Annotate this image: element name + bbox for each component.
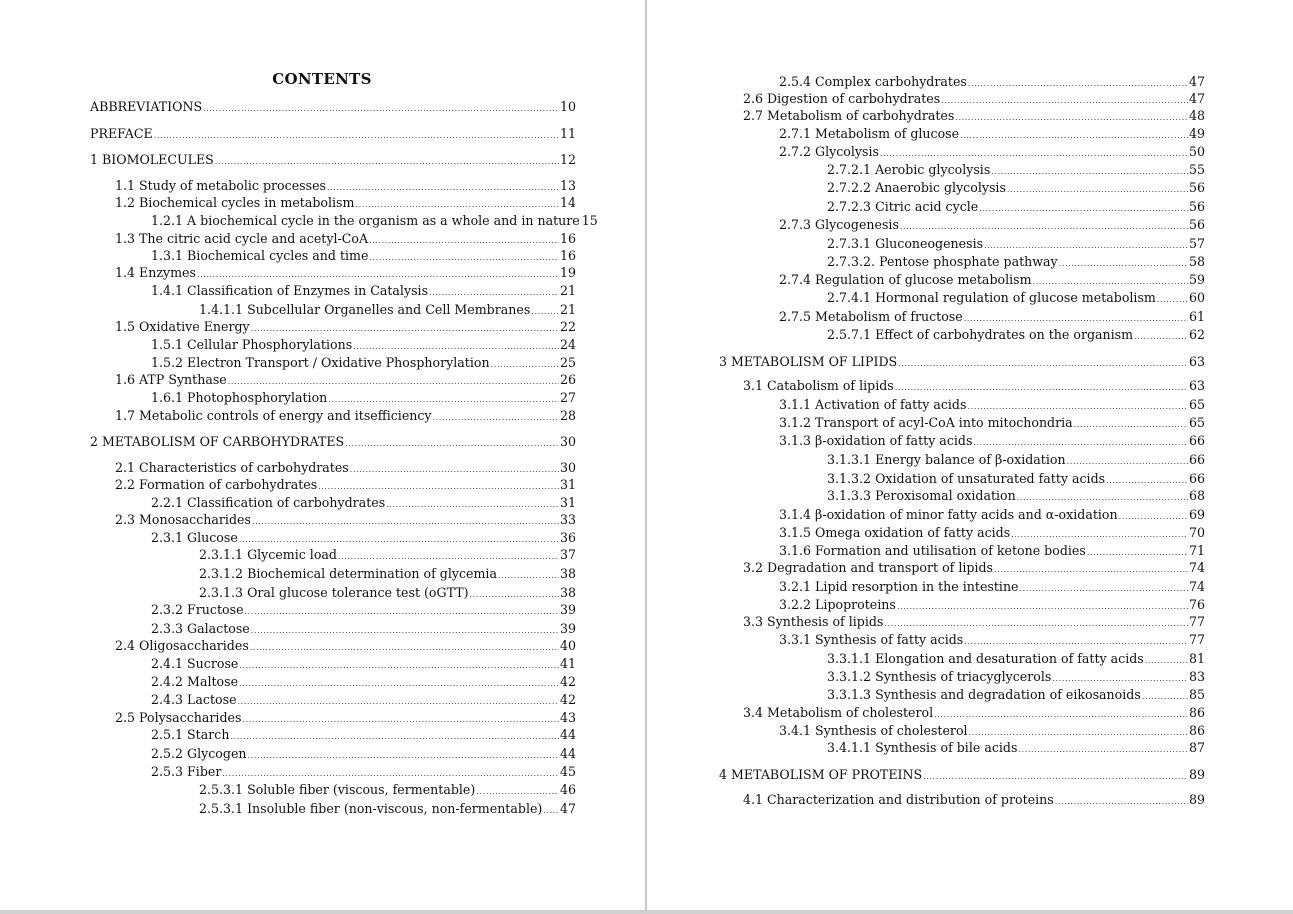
toc-entry-page-number: 37 bbox=[559, 547, 576, 562]
toc-entry-label: 3.1.2 Transport of acyl-CoA into mitochondria bbox=[779, 415, 1073, 430]
toc-entry-page-number: 42 bbox=[559, 692, 576, 707]
dot-leader bbox=[1055, 793, 1188, 810]
toc-entry-label: 3 METABOLISM OF LIPIDS bbox=[719, 354, 898, 369]
dot-leader bbox=[429, 284, 559, 301]
toc-entry-label: 2.7.5 Metabolism of fructose bbox=[779, 309, 963, 324]
toc-entry-page-number: 30 bbox=[559, 460, 576, 475]
toc-entry-label: 2.2.1 Classification of carbohydrates bbox=[151, 495, 386, 510]
toc-entry-label: 3.4 Metabolism of cholesterol bbox=[743, 705, 934, 720]
dot-leader bbox=[923, 768, 1188, 785]
toc-entry-label: 4 METABOLISM OF PROTEINS bbox=[719, 767, 923, 782]
toc-entry-label: 1.5.2 Electron Transport / Oxidative Phosphorylation bbox=[151, 355, 490, 370]
toc-entry-label: PREFACE bbox=[90, 126, 153, 141]
toc-entry[interactable] bbox=[779, 506, 1205, 525]
toc-entry[interactable] bbox=[115, 511, 576, 530]
dot-leader bbox=[1052, 670, 1188, 687]
toc-entry[interactable] bbox=[743, 107, 1205, 126]
dot-leader bbox=[1020, 580, 1188, 597]
toc-entry[interactable] bbox=[779, 271, 1205, 290]
toc-entry-label: 2.3.1.3 Oral glucose tolerance test (oGTT) bbox=[199, 585, 469, 600]
toc-entry-page-number: 45 bbox=[559, 764, 576, 779]
toc-entry-page-number: 77 bbox=[1188, 632, 1205, 647]
toc-entry[interactable] bbox=[151, 336, 576, 355]
toc-entry[interactable] bbox=[90, 98, 576, 117]
toc-entry[interactable] bbox=[719, 766, 1205, 785]
toc-entry[interactable] bbox=[151, 212, 598, 231]
toc-entry-label: ABBREVIATIONS bbox=[90, 99, 203, 114]
toc-entry[interactable] bbox=[827, 739, 1205, 758]
dot-leader bbox=[1074, 416, 1188, 433]
toc-entry-page-number: 38 bbox=[559, 566, 576, 581]
toc-entry[interactable] bbox=[743, 377, 1205, 396]
toc-entry[interactable] bbox=[779, 216, 1205, 235]
dot-leader bbox=[245, 603, 559, 620]
dot-leader bbox=[1017, 489, 1188, 506]
dot-leader bbox=[197, 266, 559, 283]
toc-entry[interactable] bbox=[779, 125, 1205, 144]
toc-entry-page-number: 83 bbox=[1188, 669, 1205, 684]
toc-entry-label: 3.1.3.3 Peroxisomal oxidation bbox=[827, 488, 1016, 503]
toc-entry-page-number: 68 bbox=[1188, 488, 1205, 503]
dot-leader bbox=[222, 765, 559, 782]
dot-leader bbox=[154, 127, 559, 144]
dot-leader bbox=[900, 218, 1188, 235]
left-page bbox=[0, 0, 644, 914]
toc-entry[interactable] bbox=[115, 637, 576, 656]
toc-entry-page-number: 16 bbox=[559, 231, 576, 246]
dot-leader bbox=[228, 373, 559, 390]
toc-entry-page-number: 13 bbox=[559, 178, 576, 193]
toc-entry-page-number: 47 bbox=[1188, 91, 1205, 106]
toc-entry[interactable] bbox=[827, 650, 1205, 669]
dot-leader bbox=[1007, 181, 1188, 198]
toc-entry-page-number: 44 bbox=[559, 727, 576, 742]
toc-entry-page-number: 15 bbox=[581, 213, 598, 228]
toc-entry-label: 2.3 Monosaccharides bbox=[115, 512, 251, 527]
toc-entry-page-number: 16 bbox=[559, 248, 576, 263]
dot-leader bbox=[895, 379, 1188, 396]
toc-entry-page-number: 14 bbox=[559, 195, 576, 210]
toc-entry-label: 2.7.2.1 Aerobic glycolysis bbox=[827, 162, 991, 177]
dot-leader bbox=[353, 338, 559, 355]
toc-entry[interactable] bbox=[151, 601, 576, 620]
toc-entry[interactable] bbox=[827, 198, 1205, 217]
toc-entry[interactable] bbox=[827, 179, 1205, 198]
toc-entry-page-number: 22 bbox=[559, 319, 576, 334]
dot-leader bbox=[1018, 741, 1188, 758]
toc-entry-label: 3.1.1 Activation of fatty acids bbox=[779, 397, 967, 412]
toc-entry-label: 2.4 Oligosaccharides bbox=[115, 638, 249, 653]
toc-entry[interactable] bbox=[719, 353, 1205, 372]
toc-entry-label: 1.3 The citric acid cycle and acetyl-CoA bbox=[115, 231, 369, 246]
toc-entry[interactable] bbox=[779, 578, 1205, 597]
toc-entry-page-number: 56 bbox=[1188, 217, 1205, 232]
toc-entry-label: 2.5.2 Glycogen bbox=[151, 746, 247, 761]
toc-entry-page-number: 19 bbox=[559, 265, 576, 280]
toc-entry-page-number: 58 bbox=[1188, 254, 1205, 269]
toc-entry-label: 2.7.4.1 Hormonal regulation of glucose metabolism bbox=[827, 290, 1156, 305]
toc-entry-page-number: 55 bbox=[1188, 162, 1205, 177]
toc-entry-label: 1.4 Enzymes bbox=[115, 265, 196, 280]
toc-entry-page-number: 36 bbox=[559, 530, 576, 545]
toc-entry[interactable] bbox=[151, 673, 576, 692]
toc-entry[interactable] bbox=[151, 745, 576, 764]
toc-entry-page-number: 10 bbox=[559, 99, 576, 114]
toc-entry-page-number: 46 bbox=[559, 782, 576, 797]
toc-entry-page-number: 71 bbox=[1188, 543, 1205, 558]
toc-entry-page-number: 48 bbox=[1188, 108, 1205, 123]
toc-entry-label: 1.5 Oxidative Energy bbox=[115, 319, 250, 334]
toc-entry-page-number: 42 bbox=[559, 674, 576, 689]
dot-leader bbox=[251, 320, 559, 337]
toc-entry[interactable] bbox=[743, 704, 1205, 723]
dot-leader bbox=[880, 145, 1188, 162]
toc-entry-label: 3.1.3.2 Oxidation of unsaturated fatty acids bbox=[827, 471, 1106, 486]
page-title: CONTENTS bbox=[272, 70, 372, 88]
toc-entry-page-number: 86 bbox=[1188, 705, 1205, 720]
toc-entry-label: 2.5 Polysaccharides bbox=[115, 710, 242, 725]
toc-entry[interactable] bbox=[90, 151, 576, 170]
toc-entry-label: 2.3.1.2 Biochemical determination of glycemia bbox=[199, 566, 497, 581]
dot-leader bbox=[215, 153, 559, 170]
toc-entry[interactable] bbox=[151, 655, 576, 674]
toc-entry-label: 1.2.1 A biochemical cycle in the organism as a whole and in nature bbox=[151, 213, 580, 228]
toc-entry-label: 3.3.1 Synthesis of fatty acids bbox=[779, 632, 964, 647]
toc-entry-label: 3.2 Degradation and transport of lipids bbox=[743, 560, 994, 575]
dot-leader bbox=[230, 728, 559, 745]
dot-leader bbox=[239, 657, 559, 674]
toc-entry-page-number: 66 bbox=[1188, 433, 1205, 448]
toc-entry-page-number: 47 bbox=[1188, 74, 1205, 89]
dot-leader bbox=[318, 478, 559, 495]
toc-entry[interactable] bbox=[779, 524, 1205, 543]
page-divider bbox=[645, 0, 647, 914]
toc-entry[interactable] bbox=[827, 451, 1205, 470]
dot-leader bbox=[934, 706, 1188, 723]
toc-entry[interactable] bbox=[827, 235, 1205, 254]
toc-entry-label: 2.4.2 Maltose bbox=[151, 674, 239, 689]
toc-entry[interactable] bbox=[779, 432, 1205, 451]
toc-entry-page-number: 66 bbox=[1188, 452, 1205, 467]
toc-entry-label: 2.3.1.1 Glycemic load bbox=[199, 547, 337, 562]
toc-entry-page-number: 49 bbox=[1188, 126, 1205, 141]
toc-entry-label: 2.5.1 Starch bbox=[151, 727, 230, 742]
dot-leader bbox=[238, 693, 559, 710]
toc-entry[interactable] bbox=[743, 559, 1205, 578]
toc-entry-page-number: 56 bbox=[1188, 199, 1205, 214]
toc-entry-page-number: 65 bbox=[1188, 415, 1205, 430]
toc-entry-page-number: 39 bbox=[559, 621, 576, 636]
toc-entry-page-number: 31 bbox=[559, 477, 576, 492]
toc-entry[interactable] bbox=[779, 631, 1205, 650]
toc-entry-label: 2.7.2.2 Anaerobic glycolysis bbox=[827, 180, 1006, 195]
toc-entry-page-number: 44 bbox=[559, 746, 576, 761]
toc-entry-page-number: 87 bbox=[1188, 740, 1205, 755]
toc-entry[interactable] bbox=[779, 414, 1205, 433]
toc-entry-page-number: 86 bbox=[1188, 723, 1205, 738]
toc-entry-label: 2.3.2 Fructose bbox=[151, 602, 244, 617]
toc-entry-label: 3.1.3.1 Energy balance of β-oxidation bbox=[827, 452, 1066, 467]
toc-entry-label: 2.6 Digestion of carbohydrates bbox=[743, 91, 941, 106]
toc-entry-label: 1.6.1 Photophosphorylation bbox=[151, 390, 328, 405]
toc-entry-label: 1.6 ATP Synthase bbox=[115, 372, 227, 387]
toc-entry-label: 4.1 Characterization and distribution of proteins bbox=[743, 792, 1054, 807]
dot-leader bbox=[898, 355, 1188, 372]
toc-entry-page-number: 11 bbox=[559, 126, 576, 141]
toc-entry-page-number: 62 bbox=[1188, 327, 1205, 342]
toc-entry-page-number: 21 bbox=[559, 283, 576, 298]
toc-entry[interactable] bbox=[151, 726, 576, 745]
toc-entry-page-number: 39 bbox=[559, 602, 576, 617]
toc-entry-page-number: 76 bbox=[1188, 597, 1205, 612]
dot-leader bbox=[498, 567, 559, 584]
toc-entry-page-number: 74 bbox=[1188, 560, 1205, 575]
right-page bbox=[648, 0, 1293, 914]
toc-entry-label: 2.7.3 Glycogenesis bbox=[779, 217, 899, 232]
dot-leader bbox=[476, 783, 559, 800]
toc-entry[interactable] bbox=[827, 668, 1205, 687]
toc-entry-page-number: 61 bbox=[1188, 309, 1205, 324]
toc-entry-label: 2 METABOLISM OF CARBOHYDRATES bbox=[90, 434, 345, 449]
toc-entry-label: 3.2.1 Lipid resorption in the intestine bbox=[779, 579, 1019, 594]
toc-entry-page-number: 85 bbox=[1188, 687, 1205, 702]
toc-entry-label: 2.7.2 Glycolysis bbox=[779, 144, 879, 159]
toc-entry-label: 3.3.1.1 Elongation and desaturation of fatty acids bbox=[827, 651, 1144, 666]
toc-entry-label: 2.3.3 Galactose bbox=[151, 621, 250, 636]
dot-leader bbox=[979, 200, 1188, 217]
toc-entry-page-number: 57 bbox=[1188, 236, 1205, 251]
toc-entry[interactable] bbox=[151, 691, 576, 710]
toc-entry[interactable] bbox=[199, 800, 576, 819]
toc-entry[interactable] bbox=[827, 487, 1205, 506]
dot-leader bbox=[991, 163, 1188, 180]
toc-entry-label: 3.1 Catabolism of lipids bbox=[743, 378, 894, 393]
toc-entry[interactable] bbox=[115, 318, 576, 337]
dot-leader bbox=[355, 196, 559, 213]
toc-entry-label: 2.7.3.2. Pentose phosphate pathway bbox=[827, 254, 1058, 269]
toc-entry[interactable] bbox=[743, 791, 1205, 810]
toc-entry-page-number: 25 bbox=[559, 355, 576, 370]
dot-leader bbox=[250, 639, 559, 656]
toc-entry[interactable] bbox=[827, 161, 1205, 180]
dot-leader bbox=[1033, 273, 1188, 290]
toc-entry-label: 2.7.4 Regulation of glucose metabolism bbox=[779, 272, 1032, 287]
toc-entry-label: 1.4.1.1 Subcellular Organelles and Cell Membranes bbox=[199, 302, 531, 317]
dot-leader bbox=[1134, 328, 1188, 345]
toc-entry-page-number: 24 bbox=[559, 337, 576, 352]
toc-entry[interactable] bbox=[115, 264, 576, 283]
toc-entry-label: 2.5.3 Fiber bbox=[151, 764, 222, 779]
toc-entry-page-number: 89 bbox=[1188, 792, 1205, 807]
toc-entry-label: 2.4.3 Lactose bbox=[151, 692, 237, 707]
toc-entry-label: 2.5.4 Complex carbohydrates bbox=[779, 74, 967, 89]
toc-entry-page-number: 77 bbox=[1188, 614, 1205, 629]
dot-leader bbox=[1059, 255, 1188, 272]
toc-entry-label: 2.4.1 Sucrose bbox=[151, 656, 239, 671]
toc-entry[interactable] bbox=[779, 308, 1205, 327]
dot-leader bbox=[1011, 526, 1188, 543]
toc-entry-label: 1 BIOMOLECULES bbox=[90, 152, 214, 167]
toc-entry-page-number: 40 bbox=[559, 638, 576, 653]
toc-entry-page-number: 31 bbox=[559, 495, 576, 510]
toc-entry-label: 3.1.3 β-oxidation of fatty acids bbox=[779, 433, 973, 448]
toc-entry-label: 1.4.1 Classification of Enzymes in Catalysis bbox=[151, 283, 429, 298]
toc-entry[interactable] bbox=[199, 565, 576, 584]
toc-entry-label: 2.1 Characteristics of carbohydrates bbox=[115, 460, 349, 475]
dot-leader bbox=[1067, 453, 1188, 470]
toc-entry-label: 2.7 Metabolism of carbohydrates bbox=[743, 108, 955, 123]
toc-entry-label: 2.3.1 Glucose bbox=[151, 530, 238, 545]
toc-entry-page-number: 27 bbox=[559, 390, 576, 405]
toc-entry[interactable] bbox=[199, 546, 576, 565]
toc-entry[interactable] bbox=[115, 194, 576, 213]
toc-entry-label: 3.2.2 Lipoproteins bbox=[779, 597, 896, 612]
dot-leader bbox=[543, 802, 559, 819]
toc-entry-label: 1.7 Metabolic controls of energy and itsefficiency bbox=[115, 408, 432, 423]
toc-entry-label: 2.7.1 Metabolism of glucose bbox=[779, 126, 960, 141]
toc-entry-label: 3.4.1.1 Synthesis of bile acids bbox=[827, 740, 1018, 755]
toc-entry[interactable] bbox=[151, 389, 576, 408]
toc-entry-label: 2.5.7.1 Effect of carbohydrates on the organism bbox=[827, 327, 1134, 342]
toc-entry[interactable] bbox=[779, 396, 1205, 415]
toc-entry-page-number: 56 bbox=[1188, 180, 1205, 195]
toc-entry-label: 3.1.6 Formation and utilisation of ketone bodies bbox=[779, 543, 1086, 558]
dot-leader bbox=[994, 561, 1188, 578]
toc-entry-label: 3.3 Synthesis of lipids bbox=[743, 614, 884, 629]
toc-entry-label: 2.5.3.1 Insoluble fiber (non-viscous, non-fermentable) bbox=[199, 801, 543, 816]
toc-entry[interactable] bbox=[90, 125, 576, 144]
toc-entry[interactable] bbox=[779, 143, 1205, 162]
toc-entry-page-number: 89 bbox=[1188, 767, 1205, 782]
toc-entry-label: 2.7.2.3 Citric acid cycle bbox=[827, 199, 979, 214]
toc-entry-page-number: 30 bbox=[559, 434, 576, 449]
dot-leader bbox=[203, 100, 559, 117]
dot-leader bbox=[967, 398, 1188, 415]
toc-entry-page-number: 33 bbox=[559, 512, 576, 527]
dot-leader bbox=[960, 127, 1188, 144]
toc-entry[interactable] bbox=[743, 613, 1205, 632]
dot-leader bbox=[1157, 291, 1188, 308]
toc-entry[interactable] bbox=[199, 781, 576, 800]
toc-entry[interactable] bbox=[115, 371, 576, 390]
dot-leader bbox=[433, 409, 559, 426]
toc-entry[interactable] bbox=[827, 289, 1205, 308]
toc-entry-label: 1.2 Biochemical cycles in metabolism bbox=[115, 195, 355, 210]
toc-entry-page-number: 74 bbox=[1188, 579, 1205, 594]
toc-entry-label: 3.4.1 Synthesis of cholesterol bbox=[779, 723, 968, 738]
toc-entry-page-number: 60 bbox=[1188, 290, 1205, 305]
toc-entry[interactable] bbox=[827, 253, 1205, 272]
dot-leader bbox=[252, 513, 559, 530]
toc-entry-page-number: 28 bbox=[559, 408, 576, 423]
toc-entry-page-number: 81 bbox=[1188, 651, 1205, 666]
dot-leader bbox=[248, 747, 559, 764]
toc-entry[interactable] bbox=[151, 763, 576, 782]
toc-entry-label: 2.7.3.1 Gluconeogenesis bbox=[827, 236, 984, 251]
dot-leader bbox=[884, 615, 1188, 632]
toc-entry-label: 3.3.1.2 Synthesis of triacyglycerols bbox=[827, 669, 1052, 684]
dot-leader bbox=[1142, 688, 1188, 705]
dot-leader bbox=[984, 237, 1188, 254]
toc-entry-label: 3.1.5 Omega oxidation of fatty acids bbox=[779, 525, 1011, 540]
dot-leader bbox=[964, 633, 1188, 650]
toc-entry-page-number: 70 bbox=[1188, 525, 1205, 540]
dot-leader bbox=[239, 675, 559, 692]
dot-leader bbox=[345, 435, 559, 452]
dot-leader bbox=[328, 391, 559, 408]
toc-entry-label: 3.3.1.3 Synthesis and degradation of eikosanoids bbox=[827, 687, 1141, 702]
dot-leader bbox=[973, 434, 1188, 451]
toc-entry-page-number: 63 bbox=[1188, 378, 1205, 393]
toc-entry-page-number: 38 bbox=[559, 585, 576, 600]
dot-leader bbox=[1145, 652, 1188, 669]
toc-entry-page-number: 63 bbox=[1188, 354, 1205, 369]
toc-entry-page-number: 21 bbox=[559, 302, 576, 317]
toc-entry-page-number: 47 bbox=[559, 801, 576, 816]
dot-leader bbox=[955, 109, 1188, 126]
toc-entry-page-number: 66 bbox=[1188, 471, 1205, 486]
dot-leader bbox=[338, 548, 559, 565]
toc-entry-page-number: 43 bbox=[559, 710, 576, 725]
toc-entry-label: 3.1.4 β-oxidation of minor fatty acids and α-oxidation bbox=[779, 507, 1118, 522]
toc-entry-page-number: 69 bbox=[1188, 507, 1205, 522]
toc-entry[interactable] bbox=[827, 326, 1205, 345]
toc-entry-label: 2.2 Formation of carbohydrates bbox=[115, 477, 318, 492]
toc-entry-page-number: 59 bbox=[1188, 272, 1205, 287]
toc-entry-page-number: 26 bbox=[559, 372, 576, 387]
toc-entry-page-number: 41 bbox=[559, 656, 576, 671]
dot-leader bbox=[1119, 508, 1188, 525]
toc-entry[interactable] bbox=[151, 282, 576, 301]
toc-entry[interactable] bbox=[115, 476, 576, 495]
toc-entry-page-number: 65 bbox=[1188, 397, 1205, 412]
toc-entry-page-number: 12 bbox=[559, 152, 576, 167]
toc-entry-label: 1.5.1 Cellular Phosphorylations bbox=[151, 337, 353, 352]
toc-entry-page-number: 50 bbox=[1188, 144, 1205, 159]
toc-entry[interactable] bbox=[115, 407, 576, 426]
toc-entry-label: 1.1 Study of metabolic processes bbox=[115, 178, 326, 193]
toc-entry-label: 2.5.3.1 Soluble fiber (viscous, fermentable) bbox=[199, 782, 476, 797]
dot-leader bbox=[964, 310, 1188, 327]
toc-entry[interactable] bbox=[90, 433, 576, 452]
toc-entry-label: 1.3.1 Biochemical cycles and time bbox=[151, 248, 369, 263]
toc-entry[interactable] bbox=[827, 686, 1205, 705]
